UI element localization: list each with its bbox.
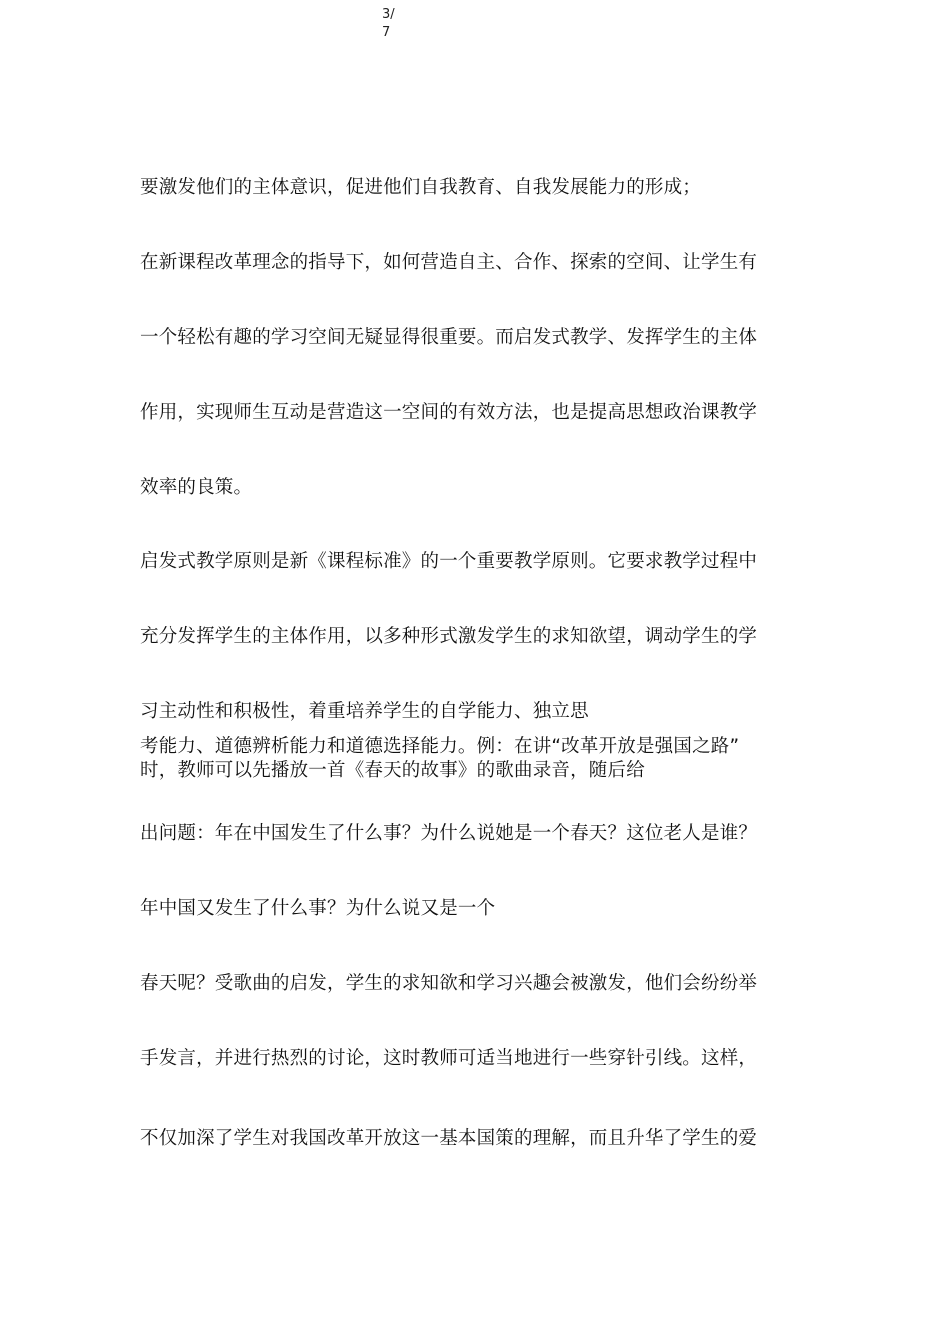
- text-line: 作用，实现师生互动是营造这一空间的有效方法，也是提高思想政治课教学: [140, 402, 758, 423]
- page-number: [382, 6, 395, 42]
- text-line: 不仅加深了学生对我国改革开放这一基本国策的理解，而且升华了学生的爱: [140, 1128, 758, 1149]
- page-number-current: 3/: [382, 7, 395, 22]
- text-line: 效率的良策。: [140, 477, 253, 498]
- text-line: 在新课程改革理念的指导下，如何营造自主、合作、探索的空间、让学生有: [140, 252, 758, 273]
- text-line: 年中国又发生了什么事？为什么说又是一个: [140, 898, 496, 919]
- text-line: 启发式教学原则是新《课程标准》的一个重要教学原则。它要求教学过程中: [140, 551, 758, 572]
- text-line: 充分发挥学生的主体作用，以多种形式激发学生的求知欲望，调动学生的学: [140, 626, 758, 647]
- text-line: 要激发他们的主体意识，促进他们自我教育、自我发展能力的形成；: [140, 177, 702, 198]
- text-line: 时，教师可以先播放一首《春天的故事》的歌曲录音，随后给: [140, 760, 645, 781]
- text-line: 春天呢？受歌曲的启发，学生的求知欲和学习兴趣会被激发，他们会纷纷举: [140, 973, 758, 994]
- text-line: 习主动性和积极性，着重培养学生的自学能力、独立思: [140, 701, 589, 722]
- text-line: 考能力、道德辨析能力和道德选择能力。例：在讲“改革开放是强国之路”: [140, 736, 740, 757]
- text-line: 手发言，并进行热烈的讨论，这时教师可适当地进行一些穿针引线。这样，: [140, 1048, 758, 1069]
- page-number-total: 7: [382, 25, 391, 40]
- text-line: 出问题：年在中国发生了什么事？为什么说她是一个春天？这位老人是谁？: [140, 823, 758, 844]
- text-line: 一个轻松有趣的学习空间无疑显得很重要。而启发式教学、发挥学生的主体: [140, 327, 758, 348]
